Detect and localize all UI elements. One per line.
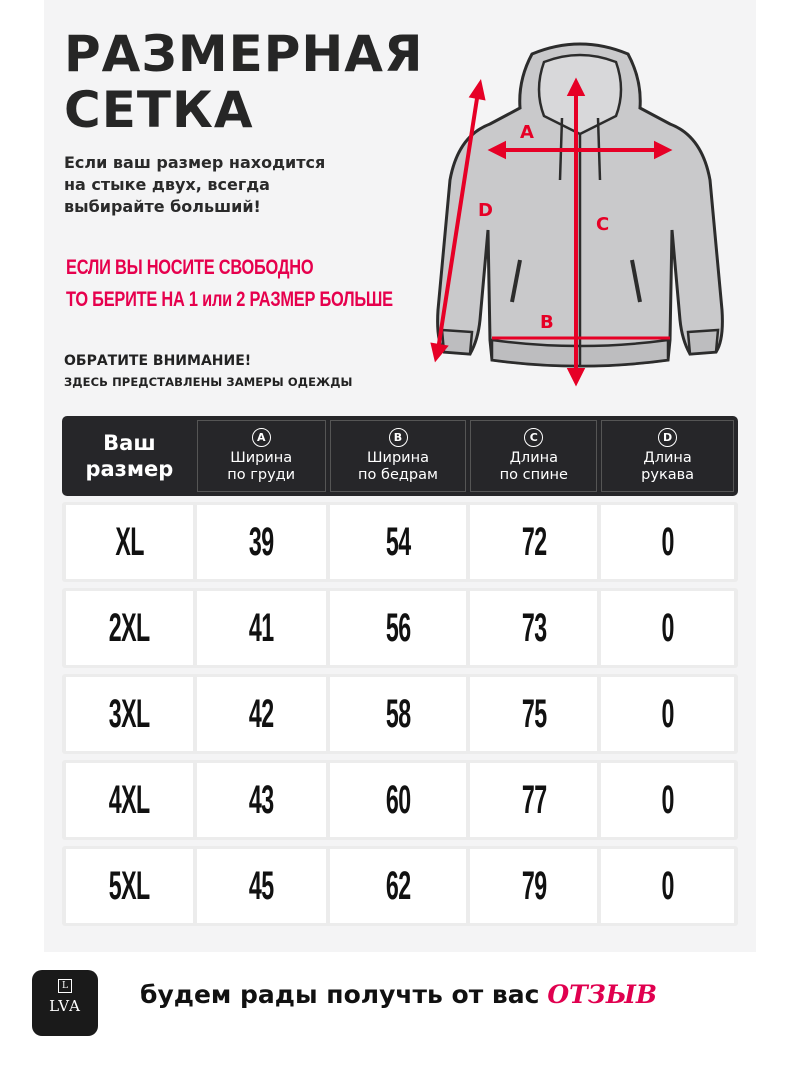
cell-chest: 41 [197,591,326,665]
header-sleeve-line-2: рукава [641,467,695,483]
header-back-line-1: Длина [509,450,558,466]
cell-size: 3XL [66,677,193,751]
hint-line-2: на стыке двух, всегда [64,175,270,194]
cuff-left [442,330,472,354]
header-size-line-1: Ваш [103,431,156,455]
title-line-1: РАЗМЕРНАЯ [64,25,424,83]
header-back-length [470,420,597,492]
label-c: C [596,214,610,235]
header-sleeve-length [601,420,734,492]
hint-line-3: выбирайте больший! [64,197,261,216]
circle-a-icon: A [252,428,271,447]
cell-hips: 58 [330,677,467,751]
notice-line-1: ОБРАТИТЕ ВНИМАНИЕ! [64,353,252,369]
cell-chest: 45 [197,849,326,923]
cell-size: 5XL [66,849,193,923]
cell-back: 73 [470,591,597,665]
hint-line-1: Если ваш размер находится [64,153,326,172]
table-row [62,502,738,582]
circle-d-icon: D [658,428,677,447]
review-request [140,980,657,1009]
table-row [62,760,738,840]
label-a: A [520,122,534,143]
cell-sleeve: 0 [601,763,734,837]
header-hips-line-2: по бедрам [358,467,438,483]
hoodie-diagram [420,40,740,390]
header-chest-line-1: Ширина [230,450,293,466]
notice-line-2: ЗДЕСЬ ПРЕДСТАВЛЕНЫ ЗАМЕРЫ ОДЕЖДЫ [64,375,353,389]
size-table [62,416,738,932]
header-hips [330,420,467,492]
header-size [66,420,193,492]
cell-sleeve: 0 [601,677,734,751]
label-d: D [478,200,493,221]
header-hips-line-1: Ширина [367,450,429,466]
table-body [62,502,738,926]
cell-hips: 54 [330,505,467,579]
cell-chest: 43 [197,763,326,837]
cell-chest: 39 [197,505,326,579]
cell-hips: 62 [330,849,467,923]
logo-monogram: L [58,979,72,993]
cell-chest: 42 [197,677,326,751]
label-b: B [540,312,554,333]
title-line-2: СЕТКА [64,81,254,139]
brand-logo [32,970,98,1036]
header-chest-line-2: по груди [227,467,296,483]
header-sleeve-line-1: Длина [643,450,692,466]
table-row [62,674,738,754]
cell-size: 4XL [66,763,193,837]
circle-c-icon: C [524,428,543,447]
page-title [64,26,423,138]
cell-sleeve: 0 [601,849,734,923]
cell-back: 79 [470,849,597,923]
review-accent-word: ОТЗЫВ [547,980,657,1009]
measurement-notice [64,350,353,392]
cell-hips: 60 [330,763,467,837]
cell-hips: 56 [330,591,467,665]
cell-back: 72 [470,505,597,579]
table-row [62,846,738,926]
header-back-line-2: по спине [499,467,568,483]
cell-sleeve: 0 [601,591,734,665]
table-row [62,588,738,668]
cell-sleeve: 0 [601,505,734,579]
table-header [62,416,738,496]
cell-back: 77 [470,763,597,837]
cuff-right [688,330,718,354]
loose-fit-note [66,252,393,316]
promo-line-2: ТО БЕРИТЕ НА 1 или 2 РАЗМЕР БОЛЬШЕ [66,288,393,311]
cell-back: 75 [470,677,597,751]
cell-size: XL [66,505,193,579]
logo-text: LVA [49,997,81,1015]
size-hint [64,152,394,218]
header-size-line-2: размер [85,457,174,481]
circle-b-icon: B [389,428,408,447]
review-message: будем рады получть от вас [140,980,540,1009]
cell-size: 2XL [66,591,193,665]
header-chest [197,420,326,492]
promo-line-1: ЕСЛИ ВЫ НОСИТЕ СВОБОДНО [66,256,314,279]
